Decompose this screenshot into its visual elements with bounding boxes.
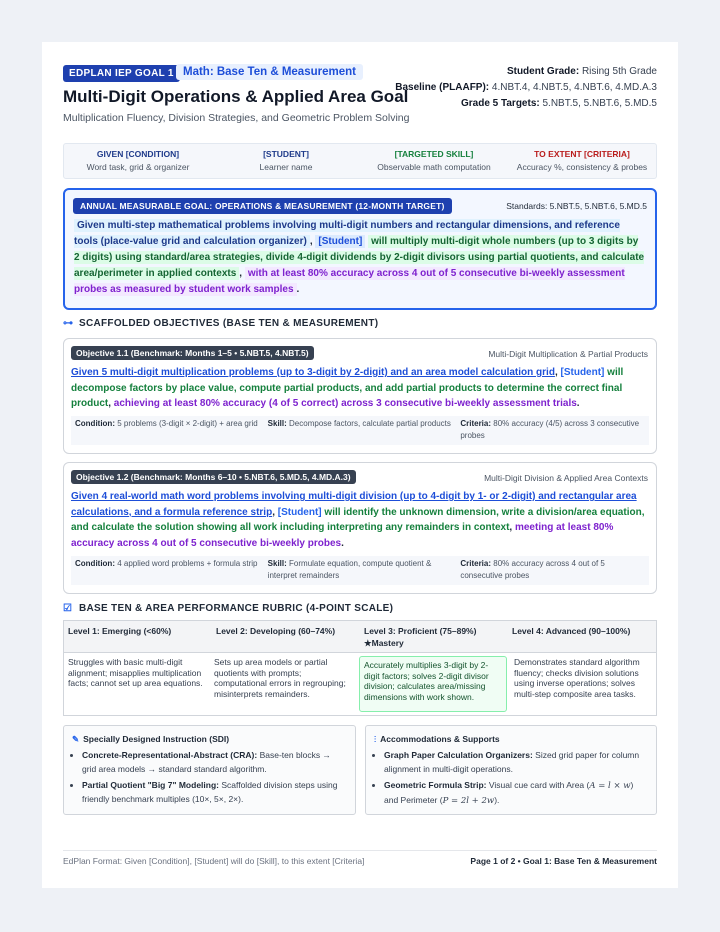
rubric-section-header: ☑ BASE TEN & AREA PERFORMANCE RUBRIC (4-POINT SCALE) xyxy=(63,603,394,614)
page-subtitle: Multiplication Fluency, Division Strategies, and Geometric Problem Solving xyxy=(63,112,410,124)
goal-criteria: with at least 80% accuracy across 4 out of 5 consecutive bi-weekly assessment probes as measured by student work samples xyxy=(74,268,625,295)
footer-format-note: EdPlan Format: Given [Condition], [Student] will do [Skill], to this extent [Criteria] xyxy=(63,856,365,866)
targets-row: Grade 5 Targets: 5.NBT.5, 5.NBT.6, 5.MD.5 xyxy=(460,98,657,109)
goal-condition: Given multi-step mathematical problems involving multi-digit numbers and rectangular dimensions, and reference tools (place-value grid and calculation organizer) xyxy=(74,220,620,247)
wrench-icon: ✎ xyxy=(72,734,80,744)
objective-summary: Condition: 4 applied word problems + formula strip Skill: Formulate equation, compute quotient & interpret remainders Criteria: 80% accuracy across 4 out of 5 consecutive probes xyxy=(71,556,649,585)
sdi-box xyxy=(63,725,356,815)
objective-context: Multi-Digit Division & Applied Area Contexts xyxy=(484,473,648,483)
objective-tag: Objective 1.2 (Benchmark: Months 6–10 • 5.NBT.6, 5.MD.5, 4.MD.A.3) xyxy=(71,470,356,484)
perimeter-formula: P = 2l + 2w xyxy=(442,796,495,806)
sliders-icon: ⫶ xyxy=(374,734,377,744)
page-header xyxy=(63,64,657,132)
objective-tag: Objective 1.1 (Benchmark: Months 1–5 • 5.NBT.5, 4.NBT.5) xyxy=(71,346,314,360)
rubric-level-2-desc: Sets up area models or partial quotients with prompts; computational errors in regrouping; misinterprets remainders. xyxy=(214,657,346,699)
objective-card-1-1 xyxy=(63,338,657,454)
rubric-level-1-head: Level 1: Emerging (<60%) xyxy=(68,626,172,636)
component-skill: [TARGETED SKILL] Observable math computation xyxy=(377,149,491,172)
objectives-section-header: ⊶ SCAFFOLDED OBJECTIVES (BASE TEN & MEASUREMENT) xyxy=(63,318,379,329)
iep-goal-page xyxy=(42,42,678,888)
goal-components-bar xyxy=(63,143,657,179)
student-grade-row: Student Grade: Rising 5th Grade xyxy=(506,66,657,77)
list-item: • Partial Quotient "Big 7" Modeling: Scaffolded division steps using friendly benchmark multiples (10×, 5×, 2×). xyxy=(82,778,347,806)
performance-rubric xyxy=(63,620,657,716)
goal-skill: will multiply multi-digit whole numbers (up to 3 digits by 2 digits) using standard/area strategies, divide 4-digit dividends by 2-digit divisors using partial quotients, and calculate area/perimeter in applied contexts xyxy=(74,236,645,279)
objective-context: Multi-Digit Multiplication & Partial Products xyxy=(488,349,648,359)
list-item: • Geometric Formula Strip: Visual cue card with Area (A = l × w) and Perimeter (P = 2l + 2w). xyxy=(384,778,648,808)
target-icon: ⊶ xyxy=(63,318,74,329)
rubric-level-4-desc: Demonstrates standard algorithm fluency; checks division solutions using inverse operations; solves multi-step composite area tasks. xyxy=(514,657,640,699)
rubric-level-2-head: Level 2: Developing (60–74%) xyxy=(216,626,336,636)
domain-badge: Math: Base Ten & Measurement xyxy=(176,64,363,80)
baseline-row: Baseline (PLAAFP): 4.NBT.4, 4.NBT.5, 4.NBT.6, 4.MD.A.3 xyxy=(395,82,657,93)
sdi-list xyxy=(72,748,347,808)
accommodations-box xyxy=(365,725,657,815)
rubric-level-3-head: Level 3: Proficient (75–89%) ★Mastery xyxy=(364,626,477,648)
list-item: • Graph Paper Calculation Organizers: Sized grid paper for column alignment in multi-digit operations. xyxy=(384,748,648,776)
annual-goal-standards: Standards: 5.NBT.5, 5.NBT.6, 5.MD.5 xyxy=(506,201,647,211)
component-criteria: TO EXTENT [CRITERIA] Accuracy %, consistency & probes xyxy=(516,149,648,172)
annual-goal-tag: ANNUAL MEASURABLE GOAL: OPERATIONS & MEASUREMENT (12-MONTH TARGET) xyxy=(73,198,452,214)
accommodations-list xyxy=(374,748,648,810)
objective-statement: Given 5 multi-digit multiplication problems (up to 3-digit by 2-digit) and an area model calculation grid, [Student] will decompose factors by place value, compute partial products, and add partial products to determine the correct final product, achieving at least 80% accuracy (4 of 5 correct) across 3 consecutive bi-weekly assessment trials. xyxy=(71,367,624,409)
student-meta xyxy=(395,64,657,112)
annual-goal-statement: Given multi-step mathematical problems involving multi-digit numbers and rectangular dimensions, and reference tools (place-value grid and calculation organizer) , [Student] will multiply multi-digit whole numbers (up to 3 digits by 2 digits) using standard/area strategies, divide 4-digit dividends by 2-digit divisors using partial quotients, and calculate area/perimeter in applied contexts , with at least 80% accuracy across 4 out of 5 consecutive bi-weekly assessment probes as measured by student work samples . xyxy=(74,220,645,295)
footer-divider xyxy=(63,850,657,851)
accommodations-title: ⫶ Accommodations & Supports xyxy=(374,734,500,744)
rubric-level-4-head: Level 4: Advanced (90–100%) xyxy=(512,626,631,636)
rubric-header-row xyxy=(64,621,656,653)
objective-card-1-2 xyxy=(63,462,657,594)
checkbox-icon: ☑ xyxy=(63,603,73,614)
page-title: Multi-Digit Operations & Applied Area Goal xyxy=(63,87,409,106)
list-item: • Concrete-Representational-Abstract (CRA): Base-ten blocks → grid area models → standard standard algorithm. xyxy=(82,748,347,776)
goal-badge: EDPLAN IEP GOAL 1 xyxy=(63,65,180,82)
sdi-title: ✎ Specially Designed Instruction (SDI) xyxy=(72,734,230,744)
goal-student: [Student] xyxy=(315,235,365,248)
component-student: [STUDENT] Learner name xyxy=(259,149,313,172)
rubric-level-3-desc: Accurately multiplies 3-digit by 2-digit factors; solves 2-digit divisor division; calculates area/missing dimensions with work shown. xyxy=(359,656,507,712)
annual-goal-box xyxy=(63,188,657,310)
footer-page-number: Page 1 of 2 • Goal 1: Base Ten & Measurement xyxy=(470,856,657,866)
component-condition: GIVEN [CONDITION] Word task, grid & organizer xyxy=(86,149,190,172)
area-formula: A = l × w xyxy=(589,781,631,791)
rubric-level-1-desc: Struggles with basic multi-digit alignment; misapplies multiplication facts; cannot set up area equations. xyxy=(68,657,203,688)
objective-statement: Given 4 real-world math word problems involving multi-digit division (up to 4-digit by 1- or 2-digit) and rectangular area calculations, and a formula reference strip, [Student] will identify the unknown dimension, write a division/area equation, and calculate the solution showing all work including interpreting any remainders in context, meeting at least 80% accuracy across 4 out of 5 consecutive bi-weekly probes. xyxy=(71,491,645,549)
rubric-body-row xyxy=(64,653,656,715)
objective-summary: Condition: 5 problems (3-digit × 2-digit) + area grid Skill: Decompose factors, calculate partial products Criteria: 80% accuracy (4/5) across 3 consecutive probes xyxy=(71,416,649,445)
